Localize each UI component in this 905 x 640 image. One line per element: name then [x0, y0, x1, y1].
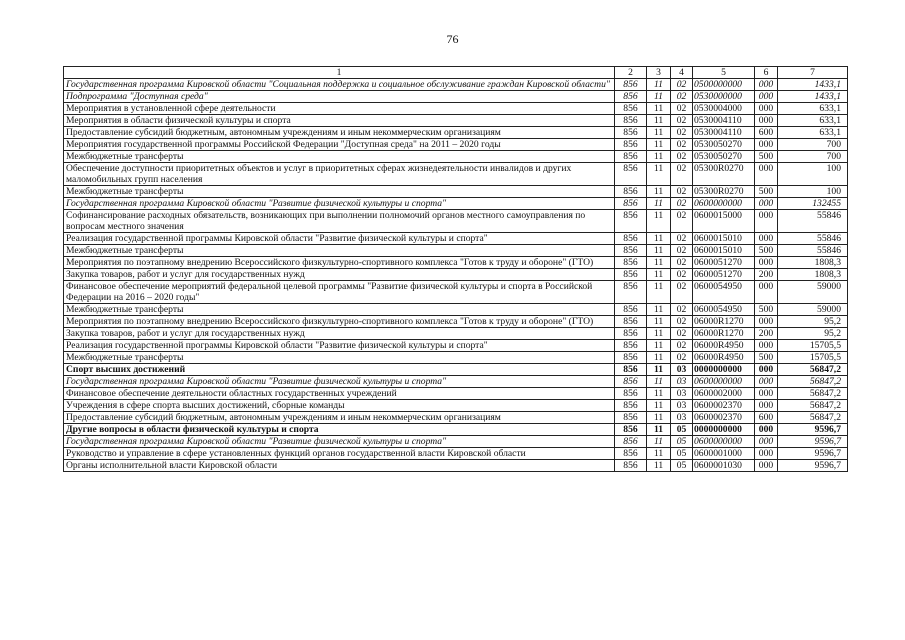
row-name-cell: Другие вопросы в области физической культуры и спорта — [64, 424, 615, 436]
subsection-code-cell: 02 — [671, 127, 693, 139]
table-row — [64, 436, 848, 448]
ministry-code-cell: 856 — [615, 460, 647, 472]
subsection-code-cell: 02 — [671, 163, 693, 186]
table-row — [64, 91, 848, 103]
section-code-cell: 11 — [647, 79, 671, 91]
row-name-cell: Руководство и управление в сфере установленных функций органов государственной власти Кировской области — [64, 448, 615, 460]
row-name-cell: Учреждения в сфере спорта высших достижений, сборные команды — [64, 400, 615, 412]
subsection-code-cell: 02 — [671, 328, 693, 340]
table-row — [64, 139, 848, 151]
ministry-code-cell: 856 — [615, 412, 647, 424]
expense-type-cell: 600 — [755, 127, 778, 139]
section-code-cell: 11 — [647, 436, 671, 448]
amount-cell: 56847,2 — [778, 412, 848, 424]
table-row — [64, 316, 848, 328]
expense-type-cell: 600 — [755, 412, 778, 424]
target-article-cell: 0600001030 — [693, 460, 755, 472]
section-code-cell: 11 — [647, 163, 671, 186]
section-code-cell: 11 — [647, 151, 671, 163]
subsection-code-cell: 02 — [671, 352, 693, 364]
table-body — [64, 79, 848, 472]
target-article-cell: 0600015000 — [693, 210, 755, 233]
header-cell: 5 — [693, 67, 755, 79]
row-name-cell: Межбюджетные трансферты — [64, 245, 615, 257]
target-article-cell: 0530004110 — [693, 115, 755, 127]
table-row — [64, 269, 848, 281]
ministry-code-cell: 856 — [615, 91, 647, 103]
expense-type-cell: 500 — [755, 304, 778, 316]
section-code-cell: 11 — [647, 103, 671, 115]
amount-cell: 132455 — [778, 198, 848, 210]
subsection-code-cell: 02 — [671, 198, 693, 210]
amount-cell: 1808,3 — [778, 269, 848, 281]
section-code-cell: 11 — [647, 139, 671, 151]
target-article-cell: 0600015010 — [693, 245, 755, 257]
target-article-cell: 0600000000 — [693, 376, 755, 388]
row-name-cell: Спорт высших достижений — [64, 364, 615, 376]
expense-type-cell: 000 — [755, 257, 778, 269]
expense-type-cell: 000 — [755, 163, 778, 186]
ministry-code-cell: 856 — [615, 376, 647, 388]
subsection-code-cell: 02 — [671, 210, 693, 233]
subsection-code-cell: 05 — [671, 424, 693, 436]
table-row — [64, 448, 848, 460]
amount-cell: 633,1 — [778, 115, 848, 127]
ministry-code-cell: 856 — [615, 269, 647, 281]
subsection-code-cell: 02 — [671, 316, 693, 328]
amount-cell: 1433,1 — [778, 91, 848, 103]
row-name-cell: Подпрограмма "Доступная среда" — [64, 91, 615, 103]
section-code-cell: 11 — [647, 186, 671, 198]
section-code-cell: 11 — [647, 198, 671, 210]
ministry-code-cell: 856 — [615, 103, 647, 115]
row-name-cell: Реализация государственной программы Кировской области "Развитие физической культуры и спорта" — [64, 233, 615, 245]
ministry-code-cell: 856 — [615, 388, 647, 400]
section-code-cell: 11 — [647, 352, 671, 364]
row-name-cell: Обеспечение доступности приоритетных объектов и услуг в приоритетных сферах жизнедеятельности инвалидов и других маломобильных групп населения — [64, 163, 615, 186]
ministry-code-cell: 856 — [615, 364, 647, 376]
amount-cell: 1808,3 — [778, 257, 848, 269]
table-row — [64, 257, 848, 269]
section-code-cell: 11 — [647, 460, 671, 472]
table-row — [64, 400, 848, 412]
ministry-code-cell: 856 — [615, 424, 647, 436]
target-article-cell: 0600000000 — [693, 436, 755, 448]
section-code-cell: 11 — [647, 210, 671, 233]
expense-type-cell: 000 — [755, 115, 778, 127]
target-article-cell: 0600002370 — [693, 412, 755, 424]
table-row — [64, 79, 848, 91]
header-cell: 7 — [778, 67, 848, 79]
section-code-cell: 11 — [647, 304, 671, 316]
row-name-cell: Государственная программа Кировской области "Развитие физической культуры и спорта" — [64, 376, 615, 388]
target-article-cell: 0600054950 — [693, 281, 755, 304]
section-code-cell: 11 — [647, 340, 671, 352]
row-name-cell: Органы исполнительной власти Кировской области — [64, 460, 615, 472]
ministry-code-cell: 856 — [615, 436, 647, 448]
subsection-code-cell: 02 — [671, 115, 693, 127]
expense-type-cell: 000 — [755, 364, 778, 376]
table-row — [64, 352, 848, 364]
target-article-cell: 05300R0270 — [693, 186, 755, 198]
header-cell: 2 — [615, 67, 647, 79]
expense-type-cell: 500 — [755, 186, 778, 198]
target-article-cell: 0530050270 — [693, 151, 755, 163]
expense-type-cell: 000 — [755, 436, 778, 448]
table-row — [64, 198, 848, 210]
expense-type-cell: 000 — [755, 340, 778, 352]
target-article-cell: 0530050270 — [693, 139, 755, 151]
row-name-cell: Закупка товаров, работ и услуг для государственных нужд — [64, 269, 615, 281]
expense-type-cell: 000 — [755, 198, 778, 210]
target-article-cell: 0000000000 — [693, 424, 755, 436]
row-name-cell: Мероприятия по поэтапному внедрению Всероссийского физкультурно-спортивного комплекса "Готов к труду и обороне" (ГТО) — [64, 316, 615, 328]
subsection-code-cell: 03 — [671, 388, 693, 400]
target-article-cell: 06000R1270 — [693, 316, 755, 328]
ministry-code-cell: 856 — [615, 400, 647, 412]
expense-type-cell: 000 — [755, 91, 778, 103]
expense-type-cell: 000 — [755, 460, 778, 472]
table-row — [64, 115, 848, 127]
amount-cell: 9596,7 — [778, 436, 848, 448]
section-code-cell: 11 — [647, 376, 671, 388]
section-code-cell: 11 — [647, 245, 671, 257]
table-row — [64, 163, 848, 186]
row-name-cell: Мероприятия в установленной сфере деятельности — [64, 103, 615, 115]
ministry-code-cell: 856 — [615, 233, 647, 245]
target-article-cell: 0600054950 — [693, 304, 755, 316]
section-code-cell: 11 — [647, 448, 671, 460]
amount-cell: 9596,7 — [778, 448, 848, 460]
expense-type-cell: 000 — [755, 316, 778, 328]
subsection-code-cell: 02 — [671, 245, 693, 257]
expense-type-cell: 500 — [755, 352, 778, 364]
row-name-cell: Предоставление субсидий бюджетным, автономным учреждениям и иным некоммерческим организациям — [64, 412, 615, 424]
ministry-code-cell: 856 — [615, 245, 647, 257]
ministry-code-cell: 856 — [615, 127, 647, 139]
target-article-cell: 05300R0270 — [693, 163, 755, 186]
amount-cell: 56847,2 — [778, 364, 848, 376]
amount-cell: 55846 — [778, 233, 848, 245]
ministry-code-cell: 856 — [615, 186, 647, 198]
target-article-cell: 0600002370 — [693, 400, 755, 412]
expense-type-cell: 000 — [755, 79, 778, 91]
table-row — [64, 364, 848, 376]
amount-cell: 633,1 — [778, 127, 848, 139]
subsection-code-cell: 02 — [671, 257, 693, 269]
section-code-cell: 11 — [647, 115, 671, 127]
section-code-cell: 11 — [647, 364, 671, 376]
table-row — [64, 245, 848, 257]
section-code-cell: 11 — [647, 412, 671, 424]
table-row — [64, 281, 848, 304]
section-code-cell: 11 — [647, 127, 671, 139]
table-row — [64, 412, 848, 424]
subsection-code-cell: 02 — [671, 340, 693, 352]
amount-cell: 100 — [778, 163, 848, 186]
table-row — [64, 186, 848, 198]
target-article-cell: 0600051270 — [693, 257, 755, 269]
page-number: 76 — [446, 32, 459, 46]
section-code-cell: 11 — [647, 400, 671, 412]
subsection-code-cell: 02 — [671, 269, 693, 281]
table-row — [64, 376, 848, 388]
expense-type-cell: 000 — [755, 210, 778, 233]
target-article-cell: 0600051270 — [693, 269, 755, 281]
row-name-cell: Закупка товаров, работ и услуг для государственных нужд — [64, 328, 615, 340]
row-name-cell: Государственная программа Кировской области "Развитие физической культуры и спорта" — [64, 436, 615, 448]
amount-cell: 56847,2 — [778, 388, 848, 400]
amount-cell: 15705,5 — [778, 340, 848, 352]
table-row — [64, 210, 848, 233]
section-code-cell: 11 — [647, 233, 671, 245]
expense-type-cell: 000 — [755, 400, 778, 412]
subsection-code-cell: 02 — [671, 233, 693, 245]
table-row — [64, 424, 848, 436]
amount-cell: 1433,1 — [778, 79, 848, 91]
amount-cell: 56847,2 — [778, 376, 848, 388]
amount-cell: 59000 — [778, 304, 848, 316]
ministry-code-cell: 856 — [615, 304, 647, 316]
target-article-cell: 0000000000 — [693, 364, 755, 376]
expense-type-cell: 000 — [755, 281, 778, 304]
subsection-code-cell: 02 — [671, 91, 693, 103]
target-article-cell: 0600001000 — [693, 448, 755, 460]
table-row — [64, 460, 848, 472]
subsection-code-cell: 02 — [671, 186, 693, 198]
target-article-cell: 06000R4950 — [693, 340, 755, 352]
amount-cell: 56847,2 — [778, 400, 848, 412]
target-article-cell: 0600000000 — [693, 198, 755, 210]
row-name-cell: Предоставление субсидий бюджетным, автономным учреждениям и иным некоммерческим организациям — [64, 127, 615, 139]
ministry-code-cell: 856 — [615, 257, 647, 269]
table-header-row — [64, 67, 848, 79]
header-cell: 3 — [647, 67, 671, 79]
amount-cell: 59000 — [778, 281, 848, 304]
subsection-code-cell: 03 — [671, 376, 693, 388]
row-name-cell: Финансовое обеспечение деятельности областных государственных учреждений — [64, 388, 615, 400]
row-name-cell: Реализация государственной программы Кировской области "Развитие физической культуры и спорта" — [64, 340, 615, 352]
expense-type-cell: 000 — [755, 233, 778, 245]
amount-cell: 700 — [778, 151, 848, 163]
header-cell: 4 — [671, 67, 693, 79]
row-name-cell: Государственная программа Кировской области "Социальная поддержка и социальное обслуживание граждан Кировской области" — [64, 79, 615, 91]
amount-cell: 9596,7 — [778, 460, 848, 472]
table-row — [64, 304, 848, 316]
row-name-cell: Межбюджетные трансферты — [64, 304, 615, 316]
row-name-cell: Финансовое обеспечение мероприятий федеральной целевой программы "Развитие физической культуры и спорта в Российской Федерации на 2016 – 2020 годы" — [64, 281, 615, 304]
table-row — [64, 151, 848, 163]
subsection-code-cell: 02 — [671, 304, 693, 316]
table-row — [64, 127, 848, 139]
expense-type-cell: 000 — [755, 139, 778, 151]
ministry-code-cell: 856 — [615, 352, 647, 364]
budget-table — [63, 66, 848, 472]
subsection-code-cell: 03 — [671, 412, 693, 424]
expense-type-cell: 000 — [755, 376, 778, 388]
target-article-cell: 0600015010 — [693, 233, 755, 245]
amount-cell: 55846 — [778, 210, 848, 233]
row-name-cell: Мероприятия по поэтапному внедрению Всероссийского физкультурно-спортивного комплекса "Готов к труду и обороне" (ГТО) — [64, 257, 615, 269]
expense-type-cell: 000 — [755, 388, 778, 400]
ministry-code-cell: 856 — [615, 79, 647, 91]
row-name-cell: Межбюджетные трансферты — [64, 186, 615, 198]
table-row — [64, 328, 848, 340]
ministry-code-cell: 856 — [615, 115, 647, 127]
ministry-code-cell: 856 — [615, 316, 647, 328]
amount-cell: 9596,7 — [778, 424, 848, 436]
subsection-code-cell: 03 — [671, 400, 693, 412]
table-row — [64, 233, 848, 245]
amount-cell: 95,2 — [778, 328, 848, 340]
target-article-cell: 0600002000 — [693, 388, 755, 400]
amount-cell: 95,2 — [778, 316, 848, 328]
subsection-code-cell: 05 — [671, 436, 693, 448]
expense-type-cell: 200 — [755, 328, 778, 340]
ministry-code-cell: 856 — [615, 448, 647, 460]
subsection-code-cell: 02 — [671, 281, 693, 304]
table-row — [64, 340, 848, 352]
subsection-code-cell: 05 — [671, 460, 693, 472]
amount-cell: 633,1 — [778, 103, 848, 115]
subsection-code-cell: 02 — [671, 139, 693, 151]
section-code-cell: 11 — [647, 316, 671, 328]
expense-type-cell: 000 — [755, 448, 778, 460]
expense-type-cell: 500 — [755, 245, 778, 257]
row-name-cell: Софинансирование расходных обязательств, возникающих при выполнении полномочий органов местного самоуправления по вопросам местного значения — [64, 210, 615, 233]
row-name-cell: Государственная программа Кировской области "Развитие физической культуры и спорта" — [64, 198, 615, 210]
section-code-cell: 11 — [647, 424, 671, 436]
amount-cell: 700 — [778, 139, 848, 151]
row-name-cell: Мероприятия государственной программы Российской Федерации "Доступная среда" на 2011 – 2020 годы — [64, 139, 615, 151]
target-article-cell: 06000R1270 — [693, 328, 755, 340]
table-row — [64, 388, 848, 400]
expense-type-cell: 500 — [755, 151, 778, 163]
row-name-cell: Межбюджетные трансферты — [64, 151, 615, 163]
subsection-code-cell: 03 — [671, 364, 693, 376]
section-code-cell: 11 — [647, 257, 671, 269]
amount-cell: 100 — [778, 186, 848, 198]
target-article-cell: 0530000000 — [693, 91, 755, 103]
subsection-code-cell: 05 — [671, 448, 693, 460]
subsection-code-cell: 02 — [671, 79, 693, 91]
expense-type-cell: 000 — [755, 103, 778, 115]
table-row — [64, 103, 848, 115]
ministry-code-cell: 856 — [615, 281, 647, 304]
ministry-code-cell: 856 — [615, 328, 647, 340]
ministry-code-cell: 856 — [615, 340, 647, 352]
ministry-code-cell: 856 — [615, 198, 647, 210]
target-article-cell: 0530004000 — [693, 103, 755, 115]
expense-type-cell: 200 — [755, 269, 778, 281]
section-code-cell: 11 — [647, 281, 671, 304]
section-code-cell: 11 — [647, 269, 671, 281]
header-cell: 6 — [755, 67, 778, 79]
header-cell: 1 — [64, 67, 615, 79]
ministry-code-cell: 856 — [615, 163, 647, 186]
row-name-cell: Межбюджетные трансферты — [64, 352, 615, 364]
expense-type-cell: 000 — [755, 424, 778, 436]
target-article-cell: 0530004110 — [693, 127, 755, 139]
amount-cell: 15705,5 — [778, 352, 848, 364]
ministry-code-cell: 856 — [615, 139, 647, 151]
section-code-cell: 11 — [647, 91, 671, 103]
amount-cell: 55846 — [778, 245, 848, 257]
target-article-cell: 06000R4950 — [693, 352, 755, 364]
ministry-code-cell: 856 — [615, 151, 647, 163]
row-name-cell: Мероприятия в области физической культуры и спорта — [64, 115, 615, 127]
section-code-cell: 11 — [647, 388, 671, 400]
target-article-cell: 0500000000 — [693, 79, 755, 91]
subsection-code-cell: 02 — [671, 103, 693, 115]
subsection-code-cell: 02 — [671, 151, 693, 163]
section-code-cell: 11 — [647, 328, 671, 340]
ministry-code-cell: 856 — [615, 210, 647, 233]
